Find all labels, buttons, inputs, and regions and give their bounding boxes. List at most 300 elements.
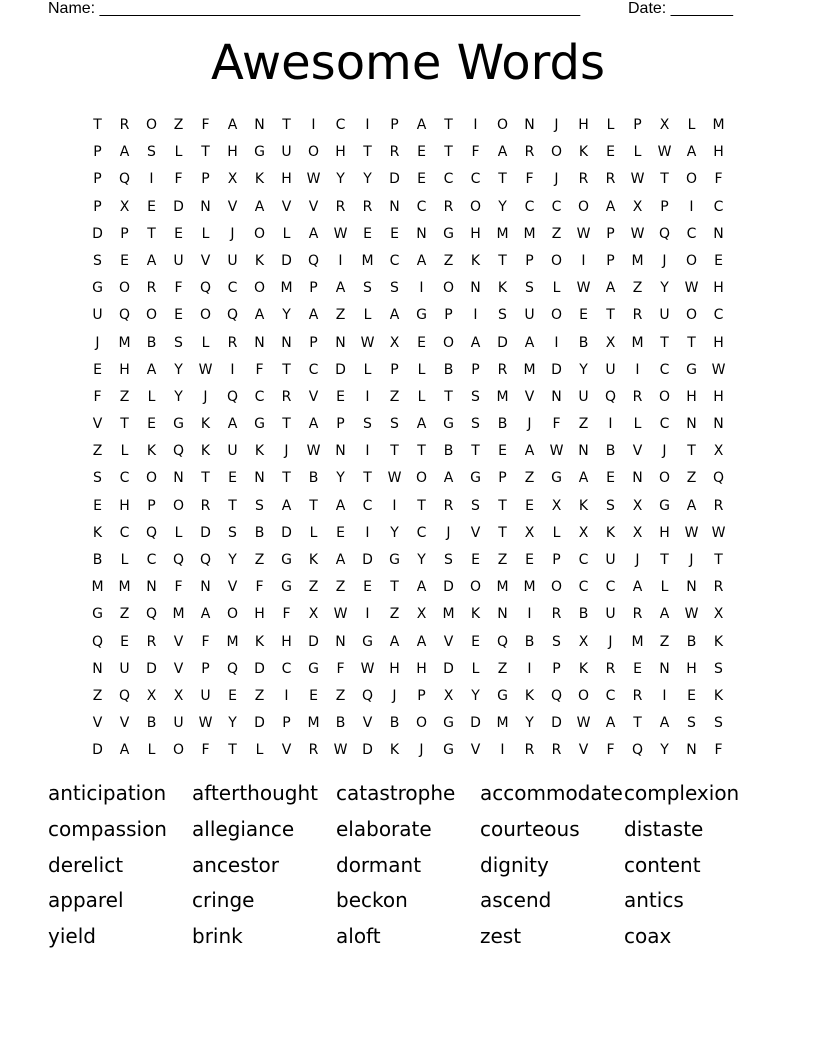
- grid-letter: W: [576, 225, 591, 242]
- grid-letter: J: [527, 416, 532, 433]
- grid-letter: W: [333, 225, 348, 242]
- grid-letter: J: [608, 633, 613, 650]
- grid-letter: P: [93, 198, 102, 215]
- grid-letter: N: [632, 470, 643, 487]
- grid-letter: P: [471, 361, 480, 378]
- grid-letter: A: [227, 117, 238, 133]
- grid-letter: W: [630, 171, 645, 188]
- grid-letter: Z: [686, 470, 697, 487]
- grid-letter: V: [524, 388, 535, 405]
- grid-letter: G: [281, 552, 292, 568]
- grid-letter: O: [172, 497, 185, 514]
- grid-row: [84, 275, 732, 302]
- grid-letter: N: [92, 660, 103, 677]
- grid-letter: R: [632, 388, 643, 405]
- grid-letter: D: [308, 633, 319, 650]
- grid-letter: A: [416, 117, 427, 133]
- grid-letter: I: [365, 606, 370, 623]
- grid-letter: D: [551, 361, 562, 378]
- grid-letter: O: [550, 579, 563, 596]
- grid-letter: G: [443, 742, 454, 759]
- grid-letter: X: [416, 606, 427, 623]
- grid-letter: U: [281, 144, 292, 161]
- grid-letter: O: [550, 252, 563, 269]
- grid-letter: N: [524, 117, 535, 133]
- grid-row: [84, 139, 732, 166]
- grid-letter: H: [281, 633, 292, 650]
- grid-letter: N: [254, 334, 265, 351]
- grid-letter: D: [551, 715, 562, 732]
- grid-letter: V: [92, 715, 103, 732]
- grid-letter: K: [200, 416, 211, 433]
- grid-letter: K: [254, 171, 265, 188]
- grid-letter: Z: [659, 633, 670, 650]
- page-title: Awesome Words: [211, 35, 605, 91]
- grid-letter: D: [200, 524, 211, 541]
- grid-letter: G: [443, 225, 454, 242]
- grid-letter: N: [281, 334, 292, 351]
- word-list-item: anticipation: [48, 781, 167, 805]
- grid-row: [84, 357, 732, 384]
- grid-letter: W: [576, 280, 591, 297]
- grid-letter: Z: [389, 606, 400, 623]
- grid-letter: C: [308, 361, 319, 378]
- grid-letter: D: [254, 715, 265, 732]
- grid-row: [84, 629, 732, 656]
- grid-letter: F: [471, 144, 480, 161]
- grid-letter: E: [120, 633, 129, 650]
- grid-letter: O: [577, 198, 590, 215]
- grid-letter: C: [119, 524, 130, 541]
- grid-letter: O: [442, 334, 455, 351]
- grid-letter: V: [281, 742, 292, 759]
- grid-letter: S: [147, 144, 156, 161]
- grid-letter: U: [659, 307, 670, 324]
- grid-letter: C: [254, 388, 265, 405]
- grid-letter: N: [173, 470, 184, 487]
- grid-letter: L: [255, 742, 264, 759]
- grid-letter: G: [281, 579, 292, 596]
- grid-letter: R: [200, 497, 211, 514]
- word-list-item: distaste: [624, 816, 704, 841]
- grid-letter: T: [498, 171, 507, 188]
- grid-letter: P: [309, 280, 318, 297]
- grid-letter: F: [174, 171, 183, 188]
- grid-letter: P: [147, 497, 156, 514]
- grid-letter: J: [662, 252, 667, 269]
- grid-letter: H: [686, 660, 697, 677]
- grid-letter: Y: [660, 742, 669, 759]
- grid-row: [84, 330, 732, 357]
- grid-letter: I: [284, 687, 289, 704]
- grid-letter: B: [146, 334, 157, 351]
- grid-letter: T: [714, 552, 723, 568]
- grid-letter: Z: [92, 443, 103, 460]
- grid-letter: L: [417, 388, 426, 405]
- grid-letter: S: [444, 552, 453, 568]
- grid-letter: A: [308, 307, 319, 324]
- grid-letter: Q: [550, 687, 563, 704]
- grid-letter: Y: [660, 280, 669, 297]
- grid-letter: A: [308, 225, 319, 242]
- grid-letter: C: [659, 361, 670, 378]
- grid-letter: S: [525, 280, 534, 297]
- grid-letter: O: [145, 470, 158, 487]
- grid-letter: A: [335, 280, 346, 297]
- grid-letter: Z: [308, 579, 319, 596]
- grid-letter: Q: [631, 742, 644, 759]
- grid-letter: Y: [228, 715, 237, 732]
- grid-letter: R: [308, 742, 319, 759]
- grid-letter: K: [146, 443, 157, 460]
- grid-letter: W: [576, 715, 591, 732]
- grid-letter: X: [146, 687, 157, 704]
- grid-letter: P: [282, 715, 291, 732]
- grid-letter: T: [498, 497, 507, 514]
- grid-letter: K: [254, 443, 265, 460]
- grid-row: [84, 656, 732, 683]
- grid-letter: A: [281, 497, 292, 514]
- grid-letter: R: [551, 742, 562, 759]
- grid-letter: K: [605, 524, 616, 541]
- word-list-item: compassion: [48, 816, 167, 841]
- word-list: [48, 778, 768, 957]
- grid-letter: R: [713, 579, 724, 596]
- grid-letter: C: [281, 660, 292, 677]
- grid-letter: H: [578, 117, 589, 133]
- grid-letter: Q: [199, 280, 212, 297]
- grid-letter: P: [390, 117, 399, 133]
- grid-letter: C: [470, 171, 481, 188]
- grid-letter: F: [714, 171, 723, 188]
- grid-letter: C: [416, 524, 427, 541]
- grid-letter: P: [498, 470, 507, 487]
- grid-letter: U: [119, 660, 130, 677]
- grid-letter: E: [93, 497, 102, 514]
- grid-letter: O: [469, 579, 482, 596]
- grid-letter: O: [658, 470, 671, 487]
- word-list-item: afterthought: [192, 781, 318, 805]
- grid-letter: Q: [145, 524, 158, 541]
- grid-letter: K: [389, 742, 400, 759]
- grid-letter: R: [227, 334, 238, 351]
- grid-letter: B: [146, 715, 157, 732]
- grid-letter: K: [254, 633, 265, 650]
- grid-letter: A: [659, 715, 670, 732]
- grid-letter: V: [227, 579, 238, 596]
- grid-letter: E: [417, 171, 426, 188]
- grid-letter: X: [578, 524, 589, 541]
- grid-letter: D: [254, 660, 265, 677]
- grid-letter: B: [524, 633, 535, 650]
- grid-letter: B: [605, 443, 616, 460]
- grid-letter: K: [578, 497, 589, 514]
- grid-letter: M: [523, 361, 536, 378]
- grid-letter: Z: [389, 388, 400, 405]
- grid-letter: C: [227, 280, 238, 297]
- grid-letter: P: [552, 660, 561, 677]
- grid-letter: T: [363, 144, 372, 161]
- grid-row: [84, 194, 732, 221]
- grid-letter: N: [713, 225, 724, 242]
- grid-letter: L: [147, 388, 156, 405]
- grid-letter: C: [335, 117, 346, 133]
- grid-row: [84, 248, 732, 275]
- grid-letter: T: [282, 117, 291, 133]
- grid-letter: E: [498, 443, 507, 460]
- grid-letter: Z: [335, 579, 346, 596]
- grid-letter: E: [228, 470, 237, 487]
- grid-letter: R: [605, 660, 616, 677]
- grid-letter: E: [714, 252, 723, 269]
- grid-letter: A: [524, 334, 535, 351]
- grid-letter: E: [417, 144, 426, 161]
- grid-letter: W: [198, 715, 213, 732]
- grid-letter: C: [362, 497, 373, 514]
- grid-letter: A: [578, 470, 589, 487]
- grid-letter: R: [713, 497, 724, 514]
- grid-letter: A: [146, 252, 157, 269]
- grid-letter: E: [471, 552, 480, 568]
- grid-letter: T: [444, 144, 453, 161]
- grid-letter: P: [390, 361, 399, 378]
- grid-letter: O: [307, 144, 320, 161]
- grid-letter: T: [201, 144, 210, 161]
- grid-letter: D: [173, 198, 184, 215]
- word-list-item: coax: [624, 924, 672, 949]
- grid-letter: A: [389, 633, 400, 650]
- grid-letter: F: [282, 606, 291, 623]
- grid-letter: T: [390, 579, 399, 596]
- grid-letter: E: [633, 660, 642, 677]
- grid-letter: A: [389, 307, 400, 324]
- grid-letter: J: [203, 388, 208, 405]
- grid-letter: R: [632, 606, 643, 623]
- grid-letter: R: [389, 144, 400, 161]
- grid-letter: Z: [497, 552, 508, 568]
- grid-letter: N: [389, 198, 400, 215]
- grid-letter: C: [605, 579, 616, 596]
- grid-letter: G: [92, 280, 103, 297]
- grid-letter: Y: [282, 307, 291, 324]
- grid-letter: W: [333, 606, 348, 623]
- grid-letter: X: [632, 524, 643, 541]
- grid-letter: S: [606, 497, 615, 514]
- word-list-item: antics: [624, 888, 684, 913]
- grid-letter: O: [550, 144, 563, 161]
- grid-letter: H: [389, 660, 400, 677]
- grid-letter: I: [527, 606, 532, 623]
- grid-letter: H: [686, 388, 697, 405]
- grid-letter: E: [363, 225, 372, 242]
- grid-letter: A: [605, 280, 616, 297]
- grid-letter: T: [228, 497, 237, 514]
- grid-letter: D: [443, 579, 454, 596]
- grid-row: [84, 438, 732, 465]
- grid-letter: A: [416, 252, 427, 269]
- grid-letter: I: [635, 361, 640, 378]
- grid-letter: T: [93, 117, 102, 133]
- grid-letter: N: [686, 579, 697, 596]
- grid-letter: J: [95, 334, 100, 351]
- grid-letter: D: [470, 715, 481, 732]
- grid-letter: F: [201, 117, 210, 133]
- grid-letter: O: [145, 117, 158, 133]
- grid-letter: F: [174, 280, 183, 297]
- grid-letter: M: [280, 280, 293, 297]
- grid-letter: G: [443, 416, 454, 433]
- grid-letter: N: [686, 416, 697, 433]
- grid-letter: E: [471, 633, 480, 650]
- grid-letter: X: [173, 687, 184, 704]
- grid-letter: Q: [118, 307, 131, 324]
- grid-letter: P: [606, 252, 615, 269]
- grid-letter: Z: [443, 252, 454, 269]
- grid-letter: I: [365, 443, 370, 460]
- grid-row: [84, 737, 732, 764]
- grid-letter: S: [390, 280, 399, 297]
- grid-letter: F: [525, 171, 534, 188]
- grid-letter: H: [713, 144, 724, 161]
- grid-row: [84, 221, 732, 248]
- grid-letter: B: [578, 606, 589, 623]
- word-list-item: cringe: [192, 888, 255, 913]
- grid-letter: P: [660, 198, 669, 215]
- grid-row: [84, 520, 732, 547]
- grid-letter: Q: [361, 687, 374, 704]
- grid-letter: L: [687, 117, 696, 133]
- grid-letter: I: [365, 117, 370, 133]
- grid-letter: D: [497, 334, 508, 351]
- grid-letter: S: [714, 660, 723, 677]
- grid-letter: S: [255, 497, 264, 514]
- grid-letter: E: [93, 361, 102, 378]
- grid-letter: Z: [632, 280, 643, 297]
- grid-letter: V: [470, 742, 481, 759]
- grid-letter: I: [338, 252, 343, 269]
- grid-letter: T: [660, 171, 669, 188]
- grid-letter: I: [149, 171, 154, 188]
- grid-letter: X: [551, 497, 562, 514]
- grid-letter: Y: [228, 552, 237, 568]
- grid-letter: Q: [496, 633, 509, 650]
- grid-row: [84, 710, 732, 737]
- grid-letter: T: [417, 443, 426, 460]
- grid-letter: Q: [226, 660, 239, 677]
- grid-letter: U: [524, 307, 535, 324]
- grid-letter: U: [227, 252, 238, 269]
- grid-letter: V: [200, 252, 211, 269]
- grid-letter: V: [470, 524, 481, 541]
- grid-letter: C: [578, 579, 589, 596]
- grid-letter: J: [446, 524, 451, 541]
- grid-letter: A: [254, 198, 265, 215]
- grid-letter: X: [659, 117, 670, 133]
- grid-letter: T: [282, 361, 291, 378]
- grid-letter: C: [578, 552, 589, 568]
- grid-letter: D: [362, 742, 373, 759]
- word-list-item: complexion: [624, 781, 740, 805]
- grid-letter: O: [577, 687, 590, 704]
- grid-letter: E: [390, 225, 399, 242]
- grid-letter: I: [608, 416, 613, 433]
- grid-letter: E: [174, 225, 183, 242]
- grid-letter: H: [659, 524, 670, 541]
- grid-letter: H: [713, 388, 724, 405]
- grid-letter: F: [93, 388, 102, 405]
- grid-letter: G: [443, 715, 454, 732]
- word-list-item: zest: [480, 924, 522, 949]
- grid-letter: L: [363, 307, 372, 324]
- grid-letter: U: [173, 715, 184, 732]
- grid-letter: T: [660, 552, 669, 568]
- grid-letter: Z: [578, 416, 589, 433]
- grid-letter: I: [500, 742, 505, 759]
- grid-letter: S: [714, 715, 723, 732]
- grid-letter: L: [120, 552, 129, 568]
- grid-letter: U: [605, 606, 616, 623]
- grid-letter: U: [605, 361, 616, 378]
- grid-letter: Y: [390, 524, 399, 541]
- grid-letter: V: [308, 198, 319, 215]
- word-list-item: yield: [48, 924, 96, 949]
- grid-letter: G: [416, 307, 427, 324]
- grid-letter: N: [551, 388, 562, 405]
- grid-letter: O: [550, 307, 563, 324]
- grid-letter: C: [524, 198, 535, 215]
- grid-letter: G: [659, 497, 670, 514]
- grid-letter: S: [471, 497, 480, 514]
- grid-letter: X: [632, 198, 643, 215]
- grid-letter: W: [684, 280, 699, 297]
- grid-letter: A: [605, 198, 616, 215]
- grid-letter: M: [523, 225, 536, 242]
- grid-row: [84, 493, 732, 520]
- grid-letter: O: [118, 280, 131, 297]
- grid-letter: C: [443, 171, 454, 188]
- grid-letter: E: [525, 552, 534, 568]
- grid-letter: D: [362, 552, 373, 568]
- grid-letter: R: [497, 361, 508, 378]
- grid-letter: V: [362, 715, 373, 732]
- grid-letter: Y: [417, 552, 426, 568]
- grid-letter: A: [497, 144, 508, 161]
- grid-row: [84, 547, 732, 574]
- grid-letter: X: [389, 334, 400, 351]
- grid-letter: N: [470, 280, 481, 297]
- grid-letter: X: [443, 687, 454, 704]
- grid-letter: Y: [336, 171, 345, 188]
- grid-letter: D: [335, 361, 346, 378]
- grid-letter: J: [635, 552, 640, 568]
- grid-letter: L: [174, 144, 183, 161]
- grid-letter: O: [469, 198, 482, 215]
- grid-letter: V: [92, 416, 103, 433]
- grid-letter: A: [335, 552, 346, 568]
- grid-letter: P: [633, 117, 642, 133]
- grid-letter: I: [419, 280, 424, 297]
- grid-letter: A: [470, 334, 481, 351]
- grid-letter: Z: [335, 307, 346, 324]
- grid-letter: T: [633, 715, 642, 732]
- grid-letter: Q: [226, 307, 239, 324]
- grid-letter: Y: [525, 715, 534, 732]
- grid-letter: A: [416, 416, 427, 433]
- grid-letter: T: [282, 470, 291, 487]
- grid-letter: U: [200, 687, 211, 704]
- grid-letter: R: [524, 144, 535, 161]
- grid-letter: Y: [471, 687, 480, 704]
